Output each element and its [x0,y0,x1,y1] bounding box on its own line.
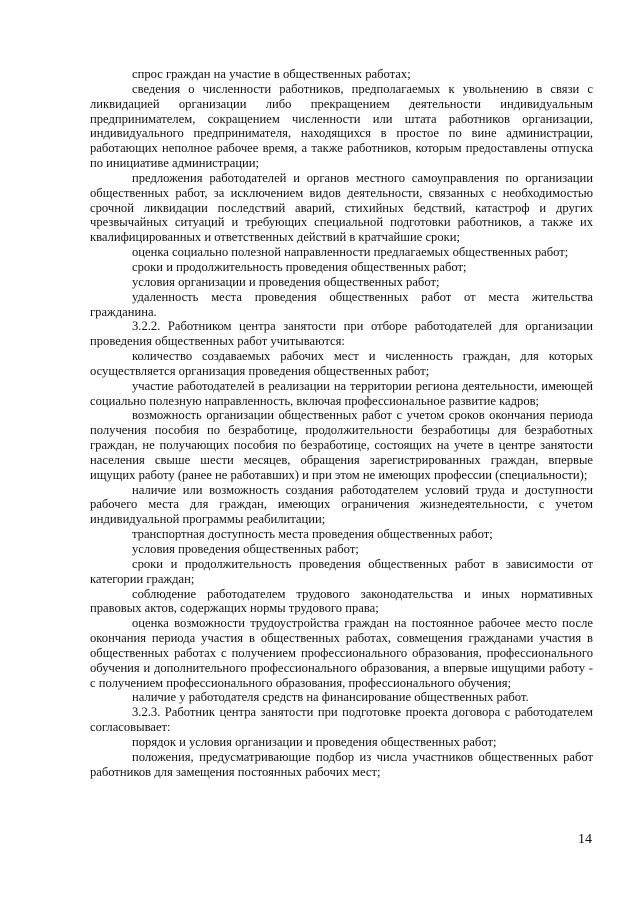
document-body [90,67,593,780]
paragraph: участие работодателей в реализации на территории региона деятельности, имеющей социально полезную направленность, включая профессиональное развитие кадров; [90,378,593,408]
paragraph: условия организации и проведения общественных работ; [132,274,440,289]
page-number: 14 [578,832,592,847]
paragraph: 3.2.2. Работником центра занятости при отборе работодателей для организации проведения общественных работ учитываются: [90,319,593,349]
paragraph: оценка возможности трудоустройства граждан на постоянное рабочее место после окончания периода участия в общественных работах, совмещения гражданами участия в общественных работах с получением профессионального образования, профессионального обучения и дополнительного профессионального образования, а впервые ищущими работу - с получением профессионального образования, профессионального обучения; [90,616,593,690]
paragraph: соблюдение работодателем трудового законодательства и иных нормативных правовых актов, содержащих нормы трудового права; [90,586,593,616]
paragraph: количество создаваемых рабочих мест и численность граждан, для которых осуществляется организация проведения общественных работ; [90,349,593,378]
paragraph: условия проведения общественных работ; [132,542,359,556]
paragraph: наличие или возможность создания работодателем условий труда и доступности рабочего места для граждан, имеющих ограничения жизнедеятельности, с учетом индивидуальной программы реабилитации; [90,482,593,527]
paragraph: удаленность места проведения общественных работ от места жительства гражданина. [90,289,593,319]
paragraph: сроки и продолжительность проведения общественных работ в зависимости от категории граждан; [90,556,593,586]
paragraph: 3.2.3. Работник центра занятости при подготовке проекта договора с работодателем согласовывает: [90,705,593,735]
paragraph: спрос граждан на участие в общественных работах; [132,67,411,81]
paragraph: наличие у работодателя средств на финансирование общественных работ. [132,690,529,705]
paragraph: предложения работодателей и органов местного самоуправления по организации общественных работ, за исключением видов деятельности, связанных с необходимостью срочной ликвидации последствий аварий, стихийных бедствий, катастроф и других чрезвычайных ситуаций и требующих специальной подготовки работников, а также их квалифицированных и ответственных действий в кратчайшие сроки; [90,170,593,245]
paragraph: положения, предусматривающие подбор из числа участников общественных работ работников для замещения постоянных рабочих мест; [90,749,593,779]
paragraph: сведения о численности работников, предполагаемых к увольнению в связи с ликвидацией организации либо прекращением деятельности индивидуальным предпринимателем, сокращением численности или штата работников организации, индивидуального предпринимателя, находящихся в простое по вине администрации, работающих неполное рабочее время, а также работников, которым предоставлены отпуска по инициативе администрации; [90,81,593,171]
paragraph: сроки и продолжительность проведения общественных работ; [132,259,467,274]
paragraph: транспортная доступность места проведения общественных работ; [132,527,493,542]
paragraph: порядок и условия организации и проведения общественных работ; [132,734,497,749]
paragraph: возможность организации общественных работ с учетом сроков окончания периода получения пособия по безработице, продолжительности безработицы для безработных граждан, не получающих пособия по безработице, состоящих на учете в центре занятости населения свыше шести месяцев, обращения зарегистрированных граждан, впервые ищущих работу (ранее не работавших) и при этом не имеющих профессии (специальности); [90,408,593,482]
paragraph: оценка социально полезной направленности предлагаемых общественных работ; [132,245,569,260]
